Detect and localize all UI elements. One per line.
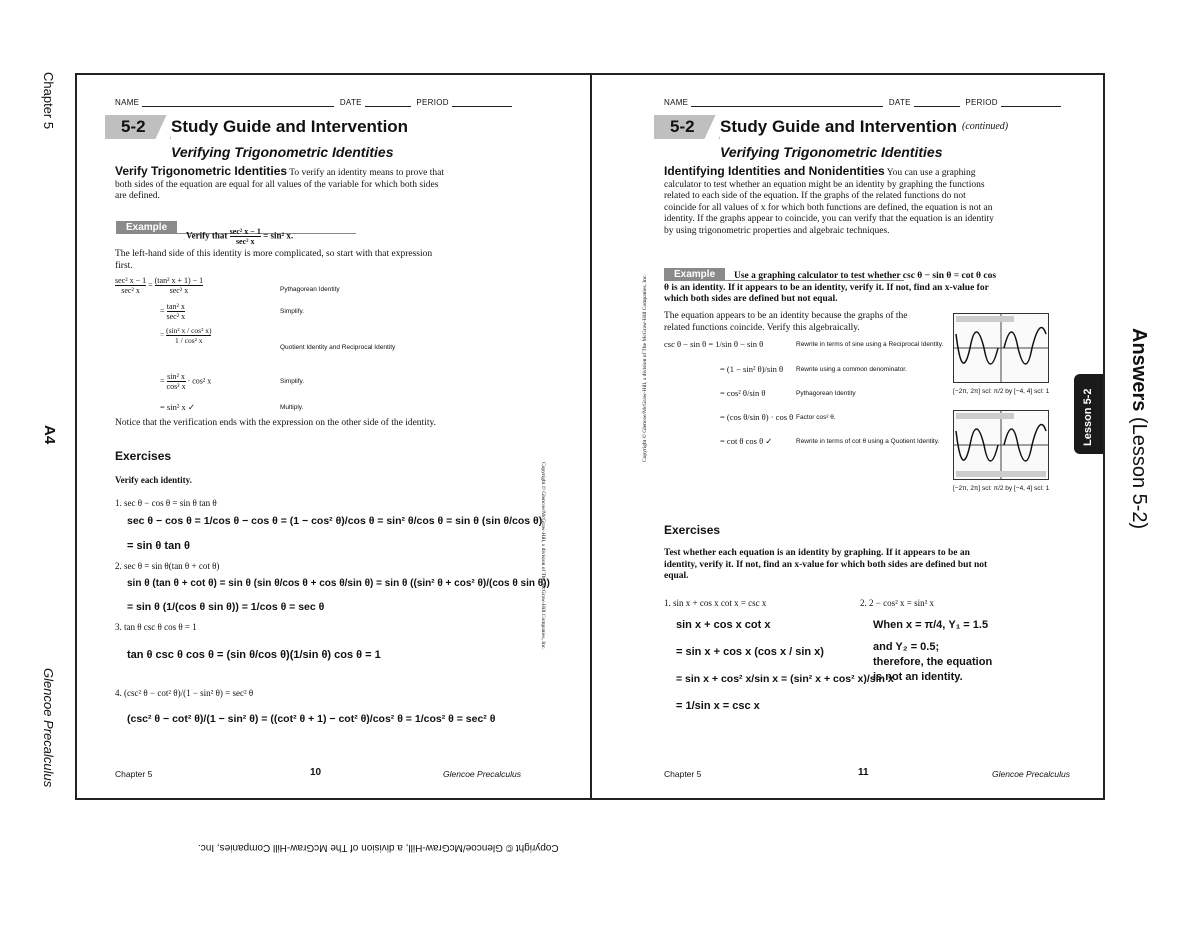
example-num: sec² x − 1 — [229, 227, 261, 236]
lesson-number: 5-2 — [654, 115, 720, 139]
example-tag: Example — [664, 268, 725, 281]
window-2-label: [−2π, 2π] scl: π/2 by [−4, 4] scl: 1 — [953, 485, 1050, 492]
calculator-screen-1 — [953, 313, 1049, 383]
margin-answers-lesson: (Lesson 5-2) — [1128, 411, 1150, 530]
exercise-2: 2. sec θ = sin θ(tan θ + cot θ) — [115, 561, 220, 571]
period-label: PERIOD — [416, 98, 449, 107]
right-step5-note: Rewrite in terms of cot θ using a Quotient Identity. — [796, 438, 940, 445]
right-step-1: csc θ − sin θ = 1/sin θ − sin θ — [664, 339, 764, 349]
step1-note: Pythagorean Identity — [280, 286, 340, 293]
page-title: Study Guide and Intervention — [171, 117, 409, 136]
page-subtitle: Verifying Trigonometric Identities — [171, 144, 394, 160]
step1-rhs-den: sec² x — [169, 286, 189, 295]
left-intro — [115, 166, 450, 203]
date-line — [914, 98, 960, 107]
right-exercise-1: 1. sin x + cos x cot x = csc x — [664, 598, 767, 608]
exercises-prompt: Verify each identity. — [115, 475, 192, 485]
step4-note: Simplify. — [280, 378, 305, 385]
right-footer-chapter: Chapter 5 — [664, 769, 702, 779]
step1-lhs-den: sec² x — [121, 286, 140, 295]
name-label: NAME — [115, 98, 140, 107]
right-ex2-line-2: and Y₂ = 0.5; — [873, 641, 940, 653]
section-heading: Verify Trigonometric Identities — [115, 164, 288, 178]
page-title: Study Guide and Intervention — [720, 117, 958, 136]
right-exercises-prompt: Test whether each equation is an identity by graphing. If it appears to be an identity, verify it. If not, find an x-value for which both sides are defined but not equal. — [664, 548, 988, 581]
step2-eq: = — [160, 306, 165, 316]
step2-num: tan² x — [166, 302, 185, 311]
period-label: PERIOD — [965, 98, 998, 107]
right-step-2: = (1 − sin² θ)/sin θ — [720, 364, 784, 374]
window-1-label: [−2π, 2π] scl: π/2 by [−4, 4] scl: 1 — [953, 388, 1050, 395]
exercises-heading: Exercises — [664, 523, 721, 537]
graph-1 — [954, 314, 1048, 382]
right-header — [664, 98, 1064, 107]
right-exercise-2: 2. 2 − cos² x = sin² x — [860, 598, 935, 608]
intro-text: To verify an identity means to prove that both sides of the equation are equal for all values of the variable for which both sides are defined. — [115, 168, 444, 201]
step3-rhs — [166, 326, 211, 345]
right-step1-note: Rewrite in terms of sine using a Reciprocal Identity. — [796, 341, 944, 348]
period-line — [452, 98, 512, 107]
page-subtitle: Verifying Trigonometric Identities — [720, 144, 943, 160]
step1-rhs — [155, 276, 204, 295]
calculator-screen-2 — [953, 410, 1049, 480]
name-line — [691, 98, 883, 107]
right-step-3: = cos² θ/sin θ — [720, 388, 766, 398]
right-step4-note: Factor cos² θ. — [796, 414, 836, 421]
step3-eq: = — [160, 330, 165, 340]
right-side-copyright: Copyright © Glencoe/McGraw-Hill, a division of The McGraw-Hill Companies, Inc. — [642, 274, 648, 462]
example-prompt — [186, 227, 293, 246]
step2-rhs — [167, 302, 186, 321]
section-heading: Identifying Identities and Nonidentities — [664, 164, 885, 178]
exercise-3-work: tan θ csc θ cos θ = (sin θ/cos θ)(1/sin θ) cos θ = 1 — [127, 649, 381, 661]
right-step-4: = (cos θ/sin θ) · cos θ — [720, 412, 794, 422]
right-example-prompt: Use a graphing calculator to test whether csc θ − sin θ = cot θ cos θ is an identity. If it appears to be an identity, verify it. If not, find an x-value for which both sides are defined but not equal. — [664, 271, 997, 304]
step3-note: Quotient Identity and Reciprocal Identity — [280, 344, 396, 351]
exercise-1-result: = sin θ tan θ — [127, 540, 190, 552]
exercise-2-result: = sin θ (1/(cos θ sin θ)) = 1/cos θ = sec θ — [127, 601, 325, 613]
right-ex1-line-4: = 1/sin x = csc x — [676, 700, 760, 712]
example-tag: Example — [116, 221, 177, 234]
exercise-4-work: (csc² θ − cot² θ)/(1 − sin² θ) = ((cot² θ + 1) − cot² θ)/cos² θ = 1/cos² θ = sec² θ — [127, 713, 496, 725]
right-ex1-line-2: = sin x + cos x (cos x / sin x) — [676, 646, 824, 658]
step4-den: cos² x — [166, 382, 186, 391]
right-step2-note: Rewrite using a common denominator. — [796, 366, 907, 373]
lesson-number: 5-2 — [105, 115, 171, 139]
name-label: NAME — [664, 98, 689, 107]
right-ex2-line-1: When x = π/4, Y₁ = 1.5 — [873, 619, 989, 631]
bottom-copyright: Copyright © Glencoe/McGraw-Hill, a division of The McGraw-Hill Companies, Inc. — [198, 842, 559, 853]
step1-lhs — [115, 276, 146, 295]
right-example-lead: The equation appears to be an identity because the graphs of the related functions coincide. Verify this algebraically. — [664, 311, 908, 333]
left-step-1 — [115, 276, 203, 295]
step1-rhs-num: (tan² x + 1) − 1 — [154, 276, 204, 285]
left-footer-page: 10 — [310, 767, 322, 778]
step2-note: Simplify. — [280, 308, 305, 315]
example-rhs: = sin² x. — [263, 230, 294, 241]
left-header — [115, 98, 515, 107]
exercise-4: 4. (csc² θ − cot² θ)/(1 − sin² θ) = sec² θ — [115, 688, 254, 698]
right-footer-book: Glencoe Precalculus — [992, 769, 1070, 779]
date-label: DATE — [888, 98, 911, 107]
step3-den: 1 / cos² x — [175, 336, 203, 345]
lhs-note: The left-hand side of this identity is more complicated, so start with that expression first. — [115, 249, 433, 271]
exercise-3: 3. tan θ csc θ cos θ = 1 — [115, 622, 197, 632]
margin-chapter: Chapter 5 — [41, 72, 56, 130]
margin-book-title: Glencoe Precalculus — [41, 668, 56, 788]
notice-text: Notice that the verification ends with the expression on the other side of the identity. — [115, 418, 436, 428]
left-footer-chapter: Chapter 5 — [115, 769, 153, 779]
right-intro — [664, 166, 999, 237]
step2-den: sec² x — [166, 312, 186, 321]
margin-answers — [1127, 328, 1150, 529]
margin-page-code: A4 — [41, 425, 58, 445]
right-banner — [654, 115, 1074, 139]
left-banner — [105, 115, 525, 139]
left-step-4 — [160, 372, 211, 391]
left-step-5: = sin² x ✓ — [160, 402, 196, 412]
lesson-tab-label: Lesson 5-2 — [1082, 388, 1094, 446]
margin-answers-bold: Answers — [1128, 328, 1150, 412]
name-line — [142, 98, 334, 107]
date-label: DATE — [339, 98, 362, 107]
step3-num: (sin² x / cos² x) — [166, 326, 212, 335]
right-ex2-line-3: therefore, the equation — [873, 656, 993, 668]
left-footer-book: Glencoe Precalculus — [443, 769, 521, 779]
step4-eq: = — [160, 376, 165, 386]
left-step-2 — [160, 302, 185, 321]
step5-note: Multiply. — [280, 404, 304, 411]
graph-2 — [954, 411, 1048, 479]
right-ex1-line-3: = sin x + cos² x/sin x = (sin² x + cos² x)/sin x — [676, 673, 894, 685]
step4-frac — [167, 372, 186, 391]
date-line — [365, 98, 411, 107]
example-fraction — [230, 227, 261, 246]
example-prompt-label: Verify that — [186, 230, 228, 241]
step1-lhs-num: sec² x − 1 — [115, 276, 147, 285]
exercise-1-work: sec θ − cos θ = 1/cos θ − cos θ = (1 − cos² θ)/cos θ = sin² θ/cos θ = sin θ (sin θ/cos θ) — [127, 515, 543, 527]
step4-tail: · cos² x — [187, 376, 212, 386]
continued-label: (continued) — [962, 121, 1009, 132]
right-ex1-line-1: sin x + cos x cot x — [676, 619, 771, 631]
right-ex2-line-4: is not an identity. — [873, 671, 963, 683]
period-line — [1001, 98, 1061, 107]
right-footer-page: 11 — [858, 767, 869, 778]
left-side-copyright: Copyright © Glencoe/McGraw-Hill, a division of The McGraw-Hill Companies, Inc. — [540, 462, 546, 650]
right-step3-note: Pythagorean Identity — [796, 390, 856, 397]
example-den: sec² x — [235, 237, 255, 246]
intro-text: You can use a graphing calculator to test whether an equation might be an identity by graphing the functions related to each side of the equation. If the graphs of the related functions do not coincide for all values of x for which both functions are defined, the equation is not an identity. If the graphs appear to coincide, you can verify that the equation is an identity by using trigonometric properties and algebraic techniques. — [664, 168, 994, 236]
exercises-heading: Exercises — [115, 449, 172, 463]
step4-num: sin² x — [167, 372, 185, 381]
exercise-1: 1. sec θ − cos θ = sin θ tan θ — [115, 498, 217, 508]
right-step-5: = cot θ cos θ ✓ — [720, 436, 773, 446]
exercise-2-work: sin θ (tan θ + cot θ) = sin θ (sin θ/cos θ + cos θ/sin θ) = sin θ ((sin² θ + cos² θ)/(cos θ sin θ)) — [127, 578, 550, 589]
step1-eq: = — [148, 280, 153, 290]
left-step-3 — [160, 326, 211, 345]
